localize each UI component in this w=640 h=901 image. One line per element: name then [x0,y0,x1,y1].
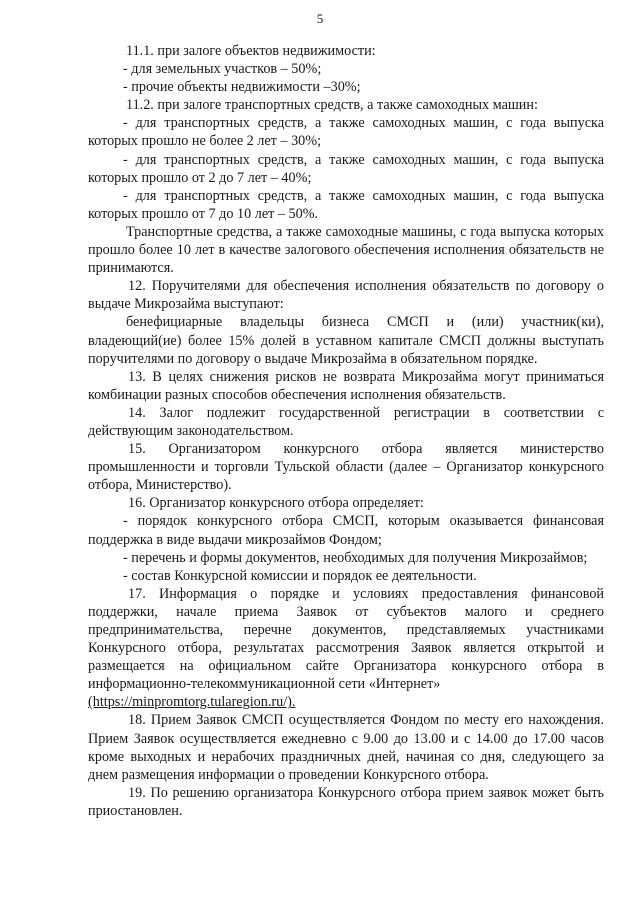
paragraph: 17. Информация о порядке и условиях предоставления финансовой поддержки, начале приема Заявок от субъектов малого и среднего предпринимательства, перечне документов, представляемых участниками Конкурсного отбора, результатах рассмотрения Заявок является открытой и размещается на официальном сайте Организатора конкурсного отбора в информационно-телекоммуникационной сети «Интернет» [88,585,604,693]
website-link[interactable]: (https://minpromtorg.tularegion.ru/). [88,694,296,711]
paragraph: 12. Поручителями для обеспечения исполнения обязательств по договору о выдаче Микрозайма выступают: [88,278,604,313]
paragraph: - порядок конкурсного отбора СМСП, которым оказывается финансовая поддержка в виде выдачи микрозаймов Фондом; [88,513,604,548]
paragraph: 16. Организатор конкурсного отбора определяет: [128,495,424,512]
paragraph: бенефициарные владельцы бизнеса СМСП и (или) участник(ки), владеющий(ие) более 15% долей в уставном капитале СМСП должны выступать поручителями по договору о выдаче Микрозайма в обязательном порядке. [88,314,604,367]
paragraph: 15. Организатором конкурсного отбора является министерство промышленности и торговли Тульской области (далее – Организатор конкурсного отбора, Министерство). [88,441,604,494]
paragraph: 11.2. при залоге транспортных средств, а также самоходных машин: [126,97,538,114]
paragraph: Транспортные средства, а также самоходные машины, с года выпуска которых прошло более 10 лет в качестве залогового обеспечения исполнения обязательств не принимаются. [88,223,604,277]
paragraph: 19. По решению организатора Конкурсного отбора прием заявок может быть приостановлен. [88,784,604,819]
document-body [88,42,604,820]
page-number: 5 [316,11,324,26]
paragraph: 13. В целях снижения рисков не возврата Микрозайма могут приниматься комбинации разных способов обеспечения исполнения обязательств. [88,368,604,403]
paragraph: - для транспортных средств, а также самоходных машин, с года выпуска которых прошло не более 2 лет – 30%; [88,115,604,150]
paragraph: - для транспортных средств, а также самоходных машин, с года выпуска которых прошло от 7 до 10 лет – 50%. [88,187,604,222]
paragraph: - для транспортных средств, а также самоходных машин, с года выпуска которых прошло от 2 до 7 лет – 40%; [88,151,604,186]
paragraph: - прочие объекты недвижимости –30%; [123,79,361,96]
paragraph: - состав Конкурсной комиссии и порядок ее деятельности. [123,567,477,584]
paragraph: 14. Залог подлежит государственной регистрации в соответствии с действующим законодательством. [88,404,604,439]
paragraph: - перечень и формы документов, необходимых для получения Микрозаймов; [123,549,588,566]
paragraph: 18. Прием Заявок СМСП осуществляется Фондом по месту его нахождения. Прием Заявок осуществляется ежедневно с 9.00 до 13.00 и с 14.00 до 17.00 часов кроме выходных и нерабочих праздничных дней, начиная со дня, следующего за днем размещения информации о проведении Конкурсного отбора. [88,712,604,783]
paragraph: 11.1. при залоге объектов недвижимости: [126,43,376,59]
paragraph: - для земельных участков – 50%; [123,61,322,78]
